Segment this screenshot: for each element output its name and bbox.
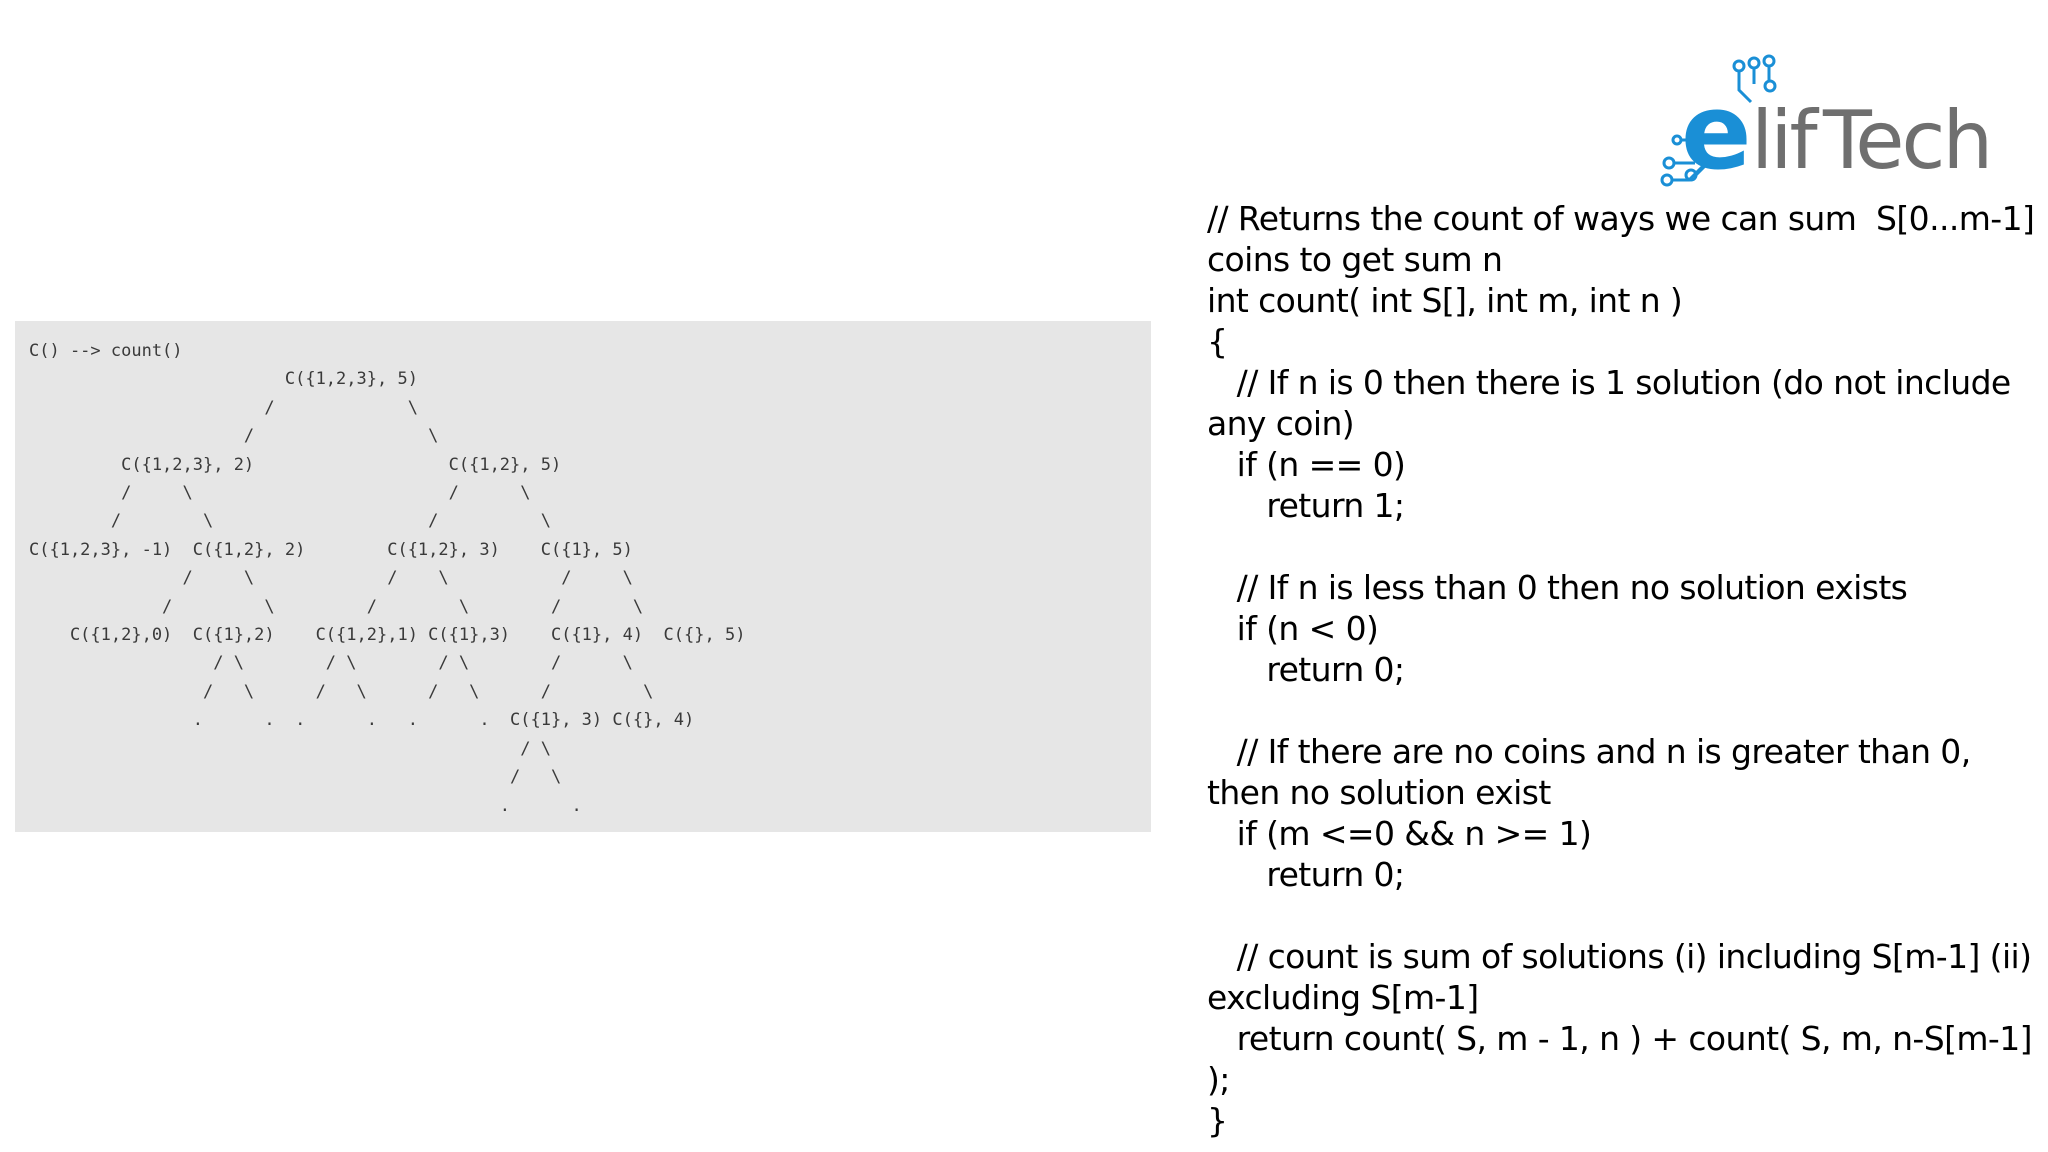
- logo-letter-e: e: [1681, 71, 1752, 193]
- logo-text-lif: lif: [1751, 94, 1815, 187]
- eliftech-logo: [1655, 50, 2015, 200]
- eliftech-logo-graphic: [1655, 50, 2015, 200]
- count-function-code: // Returns the count of ways we can sum S[0...m-1] coins to get sum n int count( int S[], int m, int n ) { // If n is 0 then there is 1 solution (do not include any coin) if (n == 0) return 1; // If n is less than 0 then no solution exists if (n < 0) return 0; // If there are no coins and n is greater than 0, then no solution exist if (m <=0 && n >= 1) return 0; // count is sum of solutions (i) including S[m-1] (ii) excluding S[m-1] return count( S, m - 1, n ) + count( S, m, n-S[m-1] ); }: [1207, 199, 2035, 1140]
- recursion-tree-panel: [15, 321, 1151, 832]
- logo-text-tech: Tech: [1823, 94, 1991, 187]
- recursion-tree-text: C() --> count() C({1,2,3}, 5) / \ / \ C({1,2,3}, 2) C({1,2}, 5) / \ / \ / \ / \ C({1,2,3}, -1) C({1,2}, 2) C({1,2}, 3) C({1}, 5) / \ / \ / \ / \ / \ / \ C({1,2},0) C({1},2) C({1,2},1) C({1},3) C({1}, 4) C({}, 5) / \ / \ / \ / \ / \ / \ / \ / \ . . . . . . C({1}, 3) C({}, 4) / \ / \ . .: [29, 341, 746, 816]
